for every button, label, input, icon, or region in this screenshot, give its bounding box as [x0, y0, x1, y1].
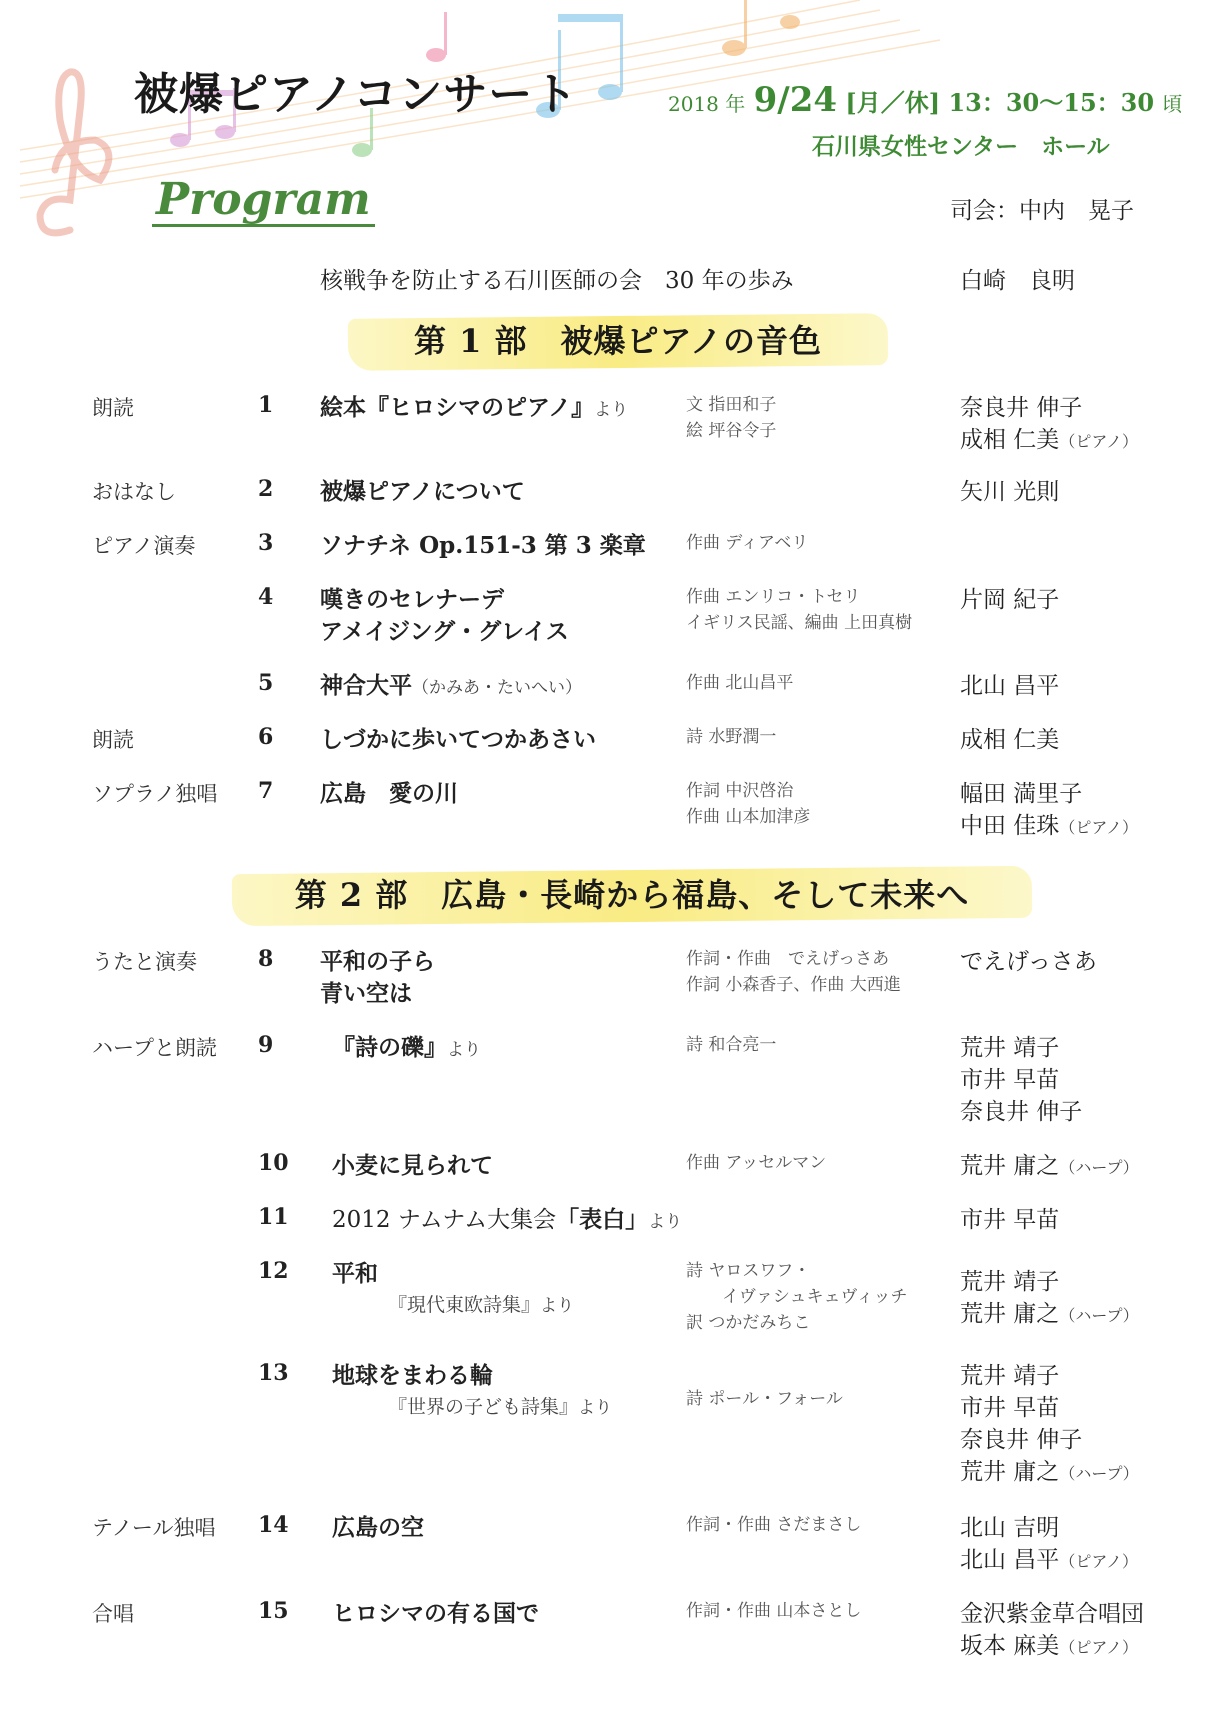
note-icon — [215, 125, 235, 139]
part2-banner — [232, 864, 1032, 926]
item-category: 朗読 — [92, 728, 134, 752]
item-performers: 北山 昌平 — [960, 673, 1060, 699]
note-icon — [352, 143, 372, 157]
day: [月／休] — [845, 88, 941, 117]
item-performers: 奈良井 伸子 成相 仁美（ピアノ） — [960, 395, 1139, 453]
item-number: 7 — [258, 778, 274, 804]
item-category: ピアノ演奏 — [92, 534, 196, 558]
venue: 石川県女性センター ホール — [812, 133, 1110, 160]
item-number: 9 — [258, 1032, 274, 1058]
item-category: 朗読 — [92, 396, 134, 420]
item-credits: 詩 ポール・フォール — [686, 1389, 843, 1409]
concert-title: 被爆ピアノコンサート — [134, 69, 579, 120]
part2-title: 第 2 部 広島・長崎から福島、そして未来へ — [294, 876, 970, 914]
item-credits: 作詞・作曲 山本さとし — [686, 1601, 862, 1621]
item-category: 合唱 — [92, 1602, 134, 1626]
item-category: ソプラノ独唱 — [92, 782, 218, 806]
item-title: 絵本『ヒロシマのピアノ』より — [320, 394, 629, 421]
part1-title: 第 1 部 被爆ピアノの音色 — [414, 322, 822, 360]
item-performers: 幅田 満里子 中田 佳珠（ピアノ） — [960, 781, 1139, 839]
item-number: 5 — [258, 670, 274, 696]
item-number: 2 — [258, 476, 274, 502]
item-performers: でえげっさあ — [960, 949, 1097, 975]
item-category: おはなし — [92, 480, 176, 504]
item-credits: 作曲 アッセルマン — [686, 1153, 827, 1173]
item-number: 11 — [258, 1204, 289, 1230]
note-icon — [170, 133, 190, 147]
item-performers: 矢川 光則 — [960, 479, 1060, 505]
item-performers: 荒井 靖子 市井 早苗 奈良井 伸子 荒井 庸之（ハープ） — [960, 1363, 1139, 1485]
treble-clef-icon — [40, 72, 109, 233]
item-title: 被爆ピアノについて — [320, 478, 525, 505]
item-performers: 荒井 靖子 市井 早苗 奈良井 伸子 — [960, 1035, 1083, 1125]
item-title: 『詩の礫』より — [332, 1034, 481, 1061]
item-credits: 作曲 ディアベリ — [686, 533, 809, 553]
item-credits: 詩 ヤロスワフ・ イヴァシュキェヴィッチ 訳 つかだみちこ — [686, 1261, 908, 1333]
item-title: 小麦に見られて — [332, 1152, 493, 1179]
item-title: 平和の子ら 青い空は — [320, 948, 435, 1007]
item-performers: 金沢紫金草合唱団 坂本 麻美（ピアノ） — [960, 1601, 1144, 1659]
time-suffix: 頃 — [1162, 92, 1183, 116]
time: 13：30〜15：30 — [948, 88, 1155, 117]
item-number: 8 — [258, 946, 274, 972]
item-title: 地球をまわる輪 『世界の子ども詩集』より — [332, 1362, 613, 1418]
item-title: 平和 『現代東欧詩集』より — [332, 1260, 575, 1316]
intro-text: 核戦争を防止する石川医師の会 30 年の歩み — [320, 268, 794, 294]
item-performers: 荒井 庸之（ハープ） — [960, 1153, 1139, 1179]
item-title: 神合大平（かみあ・たいへい） — [320, 672, 582, 699]
item-credits: 詩 水野潤一 — [686, 727, 777, 747]
item-credits: 詩 和合亮一 — [686, 1035, 777, 1055]
item-number: 12 — [258, 1258, 289, 1284]
item-title: ソナチネ Op.151-3 第 3 楽章 — [320, 532, 646, 559]
note-icon — [598, 84, 622, 100]
item-category: テノール独唱 — [92, 1516, 216, 1540]
item-number: 13 — [258, 1360, 289, 1386]
year: 2018 年 — [668, 92, 746, 116]
mc: 司会：中内 晃子 — [950, 198, 1134, 224]
item-performers: 北山 吉明 北山 昌平（ピアノ） — [960, 1515, 1139, 1573]
date-time — [668, 80, 1182, 120]
note-icon — [780, 15, 800, 29]
item-performers: 片岡 紀子 — [960, 587, 1060, 613]
item-number: 4 — [258, 584, 274, 610]
item-title: 嘆きのセレナーデ アメイジング・グレイス — [320, 586, 569, 645]
intro-performer: 白崎 良明 — [960, 268, 1075, 294]
item-number: 14 — [258, 1512, 289, 1538]
item-credits: 作曲 エンリコ・トセリ イギリス民謡、編曲 上田真樹 — [686, 587, 913, 633]
item-title: ヒロシマの有る国で — [332, 1600, 539, 1627]
part1-banner — [348, 310, 888, 372]
item-number: 1 — [258, 392, 274, 418]
item-credits: 文 指田和子 絵 坪谷令子 — [686, 395, 777, 441]
item-number: 3 — [258, 530, 274, 556]
item-title: 広島 愛の川 — [320, 780, 458, 807]
item-title: しづかに歩いてつかあさい — [320, 726, 596, 753]
item-credits: 作詞 中沢啓治 作曲 山本加津彦 — [686, 781, 811, 827]
item-credits: 作曲 北山昌平 — [686, 673, 794, 693]
note-icon — [722, 40, 746, 56]
item-title: 広島の空 — [332, 1514, 424, 1541]
date: 9/24 — [753, 80, 838, 120]
item-number: 10 — [258, 1150, 289, 1176]
item-performers: 市井 早苗 — [960, 1207, 1060, 1233]
item-performers: 荒井 靖子 荒井 庸之（ハープ） — [960, 1269, 1139, 1327]
item-category: ハープと朗読 — [92, 1036, 217, 1060]
item-performers: 成相 仁美 — [960, 727, 1060, 753]
program-heading: Program — [152, 178, 375, 227]
item-category: うたと演奏 — [92, 950, 197, 974]
item-credits: 作詞・作曲 さだまさし — [686, 1515, 862, 1535]
item-number: 15 — [258, 1598, 289, 1624]
item-credits: 作詞・作曲 でえげっさあ 作詞 小森香子、作曲 大西進 — [686, 949, 901, 995]
item-number: 6 — [258, 724, 274, 750]
item-title: 2012 ナムナム大集会「表白」より — [332, 1206, 683, 1233]
